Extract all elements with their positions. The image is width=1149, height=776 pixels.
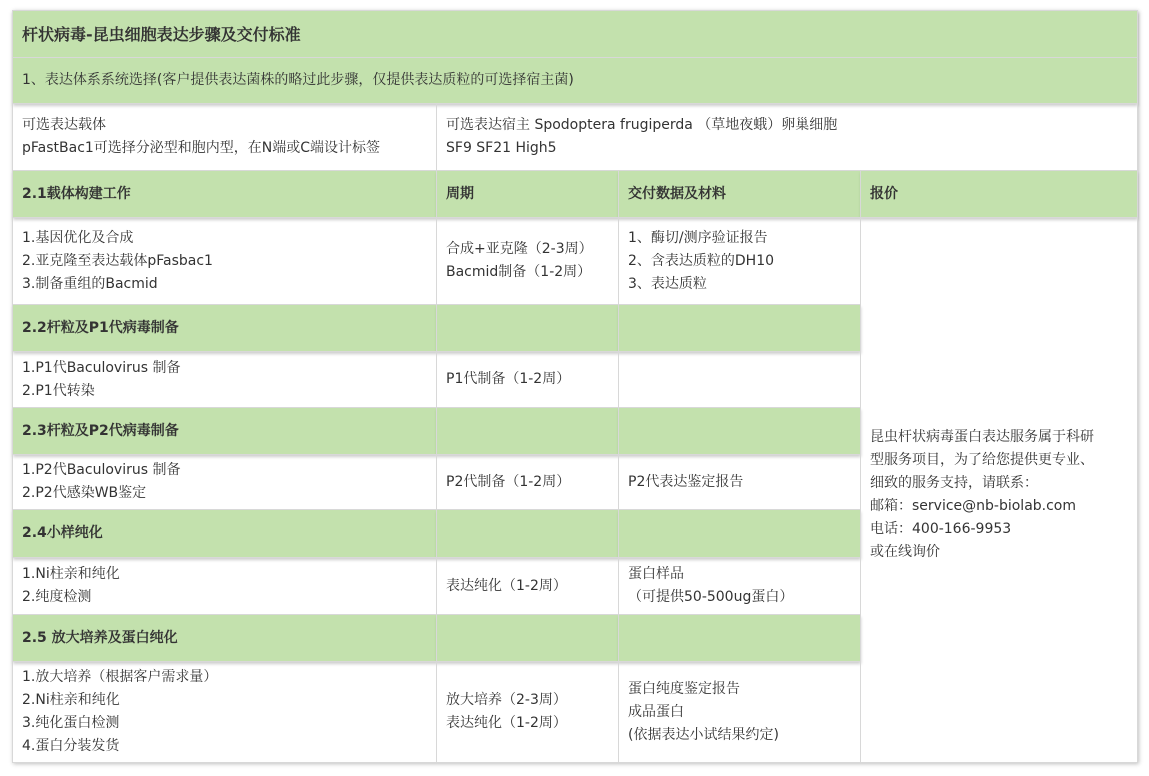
period-item: 放大培养（2-3周） — [446, 692, 567, 708]
period-cell — [437, 558, 619, 615]
delivery-item: 1、酶切/测序验证报告 — [628, 229, 768, 246]
price-note-cell — [861, 218, 1138, 763]
section-heading: 2.3杆粒及P2代病毒制备 — [13, 408, 437, 455]
header-delivery: 交付数据及材料 — [619, 171, 861, 218]
section-heading-blank — [437, 615, 619, 662]
table-row — [13, 218, 1138, 305]
work-item: 1.Ni柱亲和纯化 — [22, 566, 120, 582]
section-heading: 2.5 放大培养及蛋白纯化 — [13, 615, 437, 662]
table-subtitle: 1、表达体系系统选择(客户提供表达菌株的略过此步骤，仅提供表达质粒的可选择宿主菌) — [13, 58, 1138, 104]
host-cell — [437, 104, 1138, 171]
contact-email[interactable]: 邮箱：service@nb-biolab.com — [870, 498, 1077, 514]
header-period: 周期 — [437, 171, 619, 218]
period-cell — [437, 218, 619, 305]
section-heading-blank — [437, 305, 619, 352]
section-heading-blank — [619, 510, 861, 558]
online-inquiry[interactable]: 或在线询价 — [870, 544, 940, 560]
period-item: 表达纯化（1-2周） — [446, 715, 567, 731]
delivery-item: 蛋白样品 — [628, 566, 684, 582]
section-heading: 2.2杆粒及P1代病毒制备 — [13, 305, 437, 352]
delivery-cell — [619, 455, 861, 510]
vector-label: 可选表达载体 — [22, 117, 106, 133]
period-cell — [437, 662, 619, 763]
delivery-cell — [619, 662, 861, 763]
work-cell — [13, 558, 437, 615]
work-item: 2.亚克隆至表达载体pFasbac1 — [22, 252, 213, 269]
period-item: 合成+亚克隆（2-3周） — [446, 241, 593, 257]
section-heading: 2.4小样纯化 — [13, 510, 437, 558]
work-item: 2.纯度检测 — [22, 589, 92, 605]
section-heading-blank — [437, 510, 619, 558]
header-price: 报价 — [861, 171, 1138, 218]
section-heading-blank — [619, 408, 861, 455]
work-item: 2.P1代转染 — [22, 382, 95, 399]
delivery-item: （可提供50-500ug蛋白） — [628, 589, 794, 605]
price-note-line: 型服务项目，为了给您提供更专业、 — [870, 452, 1094, 468]
delivery-item: 2、含表达质粒的DH10 — [628, 252, 775, 269]
vector-detail: pFastBac1可选择分泌型和胞内型，在N端或C端设计标签 — [22, 140, 381, 156]
delivery-cell — [619, 558, 861, 615]
work-item: 1.P2代Baculovirus 制备 — [22, 462, 181, 478]
table-title: 杆状病毒-昆虫细胞表达步骤及交付标准 — [13, 11, 1138, 58]
work-cell — [13, 218, 437, 305]
work-item: 1.放大培养（根据客户需求量） — [22, 669, 218, 685]
period-item: P1代制备（1-2周） — [446, 371, 571, 387]
delivery-cell — [619, 218, 861, 305]
service-table — [12, 10, 1138, 763]
delivery-item: 3、表达质粒 — [628, 275, 707, 292]
delivery-item: 蛋白纯度鉴定报告 — [628, 680, 740, 697]
section-heading-blank — [619, 305, 861, 352]
delivery-item: P2代表达鉴定报告 — [628, 473, 744, 490]
period-item: Bacmid制备（1-2周） — [446, 264, 592, 280]
vector-cell — [13, 104, 437, 171]
host-detail: SF9 SF21 High5 — [446, 140, 557, 156]
price-note-line: 昆虫杆状病毒蛋白表达服务属于科研 — [870, 429, 1094, 445]
period-cell — [437, 455, 619, 510]
work-item: 3.纯化蛋白检测 — [22, 715, 120, 731]
period-cell — [437, 352, 619, 408]
work-item: 1.基因优化及合成 — [22, 229, 134, 246]
section-heading-blank — [437, 408, 619, 455]
period-item: P2代制备（1-2周） — [446, 473, 571, 490]
delivery-item: (依据表达小试结果约定) — [628, 726, 779, 743]
work-item: 3.制备重组的Bacmid — [22, 275, 158, 292]
section-heading-blank — [619, 615, 861, 662]
contact-phone[interactable]: 电话：400-166-9953 — [870, 521, 1012, 537]
delivery-item: 成品蛋白 — [628, 703, 684, 720]
price-note-line: 细致的服务支持，请联系： — [870, 475, 1038, 491]
host-label: 可选表达宿主 Spodoptera frugiperda （草地夜蛾）卵巢细胞 — [446, 117, 838, 133]
work-item: 4.蛋白分装发货 — [22, 738, 120, 754]
work-item: 1.P1代Baculovirus 制备 — [22, 359, 181, 376]
work-item: 2.Ni柱亲和纯化 — [22, 692, 120, 708]
work-cell — [13, 352, 437, 408]
period-item: 表达纯化（1-2周） — [446, 577, 567, 594]
delivery-cell — [619, 352, 861, 408]
work-item: 2.P2代感染WB鉴定 — [22, 485, 147, 501]
header-step: 2.1载体构建工作 — [13, 171, 437, 218]
work-cell — [13, 455, 437, 510]
work-cell — [13, 662, 437, 763]
